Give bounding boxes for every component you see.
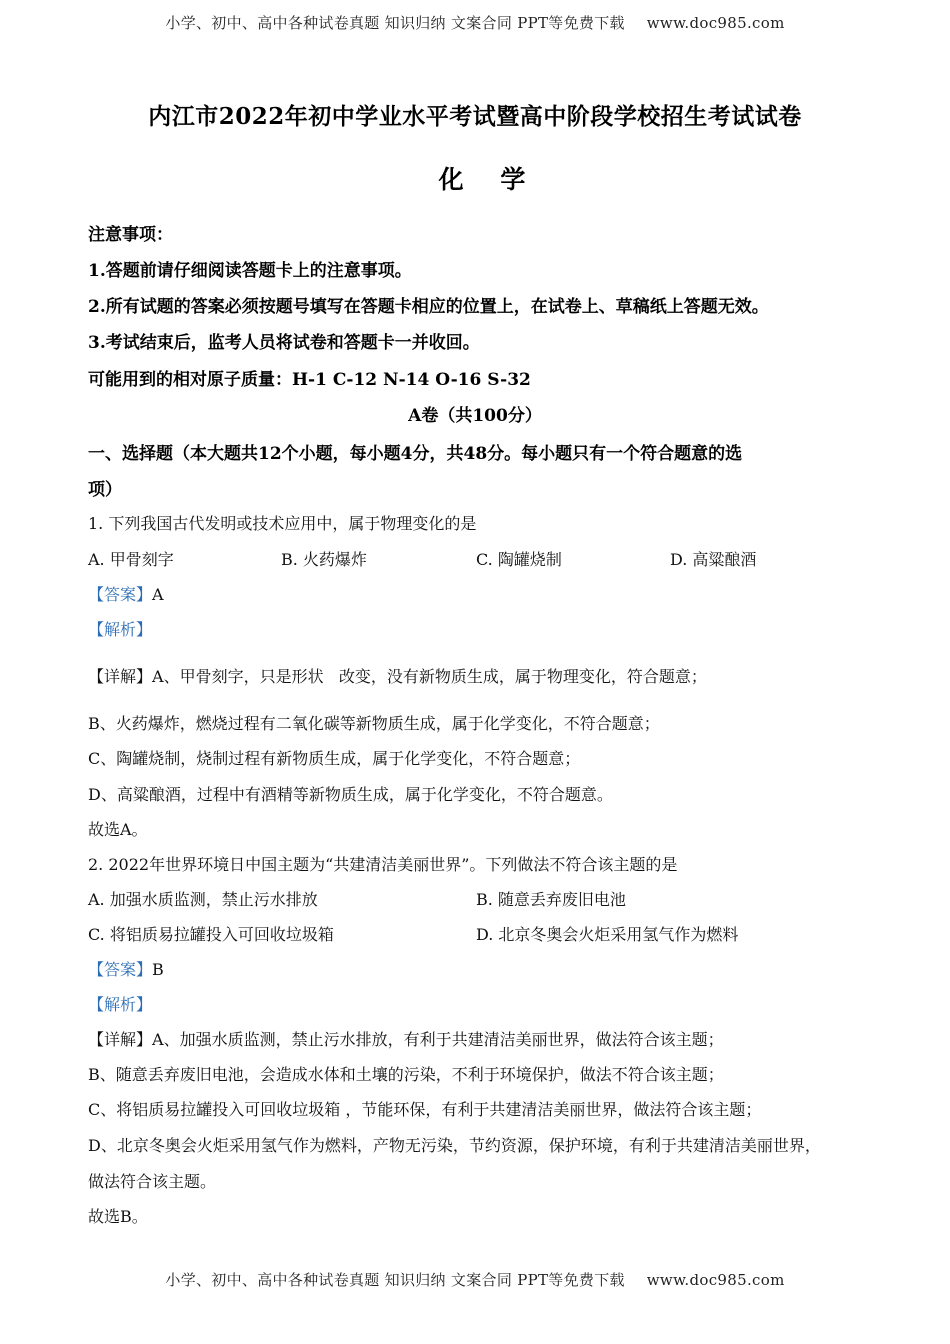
- notice-item-2: 2.所有试题的答案必须按题号填写在答题卡相应的位置上，在试卷上、草稿纸上答题无效。: [88, 297, 769, 317]
- q2-detail-d: D、北京冬奥会火炬采用氢气作为燃料，产物无污染，节约资源，保护环境，有利于共建清洁美丽世界，: [88, 1136, 821, 1155]
- part1-heading: 一、选择题（本大题共12个小题，每小题4分，共48分。每小题只有一个符合题意的选: [88, 444, 743, 464]
- q2-detail-b: B、随意丢弃废旧电池，会造成水体和土壤的污染，不利于环境保护，做法不符合该主题；: [88, 1065, 724, 1084]
- part1-heading-cont: 项）: [88, 480, 122, 500]
- q1-option-c: C. 陶罐烧制: [476, 550, 562, 569]
- q1-option-b: B. 火药爆炸: [281, 550, 367, 569]
- q1-stem: 1. 下列我国古代发明或技术应用中，属于物理变化的是: [88, 514, 477, 533]
- q2-answer-line: [88, 957, 164, 980]
- q2-option-a: A. 加强水质监测，禁止污水排放: [88, 890, 318, 909]
- q1-detail-d: D、高粱酿酒，过程中有酒精等新物质生成，属于化学变化，不符合题意。: [88, 785, 613, 804]
- subject-title: 化 学: [438, 165, 540, 194]
- footer-site-link[interactable]: www.doc985.com: [646, 1271, 785, 1289]
- q1-detail-a: A、甲骨刻字，只是形状 改变，没有新物质生成，属于物理变化，符合题意；: [152, 667, 707, 686]
- page-footer: [0, 1269, 950, 1290]
- q1-detail-tag: 【详解】: [88, 667, 153, 686]
- q1-conclusion: 故选A。: [88, 820, 148, 839]
- q2-detail-tag: 【详解】: [88, 1030, 153, 1049]
- q2-option-b: B. 随意丢弃废旧电池: [476, 890, 626, 909]
- q2-conclusion: 故选B。: [88, 1207, 148, 1226]
- q2-stem: 2. 2022年世界环境日中国主题为“共建清洁美丽世界”。下列做法不符合该主题的是: [88, 855, 678, 874]
- q1-answer-line: [88, 582, 164, 605]
- notice-item-1: 1.答题前请仔细阅读答题卡上的注意事项。: [88, 261, 412, 281]
- q2-option-c: C. 将铝质易拉罐投入可回收垃圾箱: [88, 925, 334, 944]
- q2-detail-line: [88, 1027, 724, 1050]
- header-site-link[interactable]: www.doc985.com: [646, 14, 785, 32]
- footer-text: 小学、初中、高中各种试卷真题 知识归纳 文案合同 PPT等免费下载: [165, 1271, 625, 1289]
- q1-detail-b: B、火药爆炸，燃烧过程有二氧化碳等新物质生成，属于化学变化，不符合题意；: [88, 714, 660, 733]
- q1-detail-line: [88, 664, 707, 687]
- q2-answer: B: [152, 960, 164, 979]
- q1-option-d: D. 高粱酿酒: [670, 550, 757, 569]
- section-a-heading: A卷（共100分）: [408, 406, 542, 426]
- q2-answer-tag: 【答案】: [88, 960, 153, 979]
- q1-option-a: A. 甲骨刻字: [88, 550, 174, 569]
- q2-detail-c: C、将铝质易拉罐投入可回收垃圾箱 ，节能环保，有利于共建清洁美丽世界，做法符合该主题；: [88, 1100, 762, 1119]
- q1-answer-tag: 【答案】: [88, 585, 153, 604]
- q2-option-d: D. 北京冬奥会火炬采用氢气作为燃料: [476, 925, 739, 944]
- q1-analysis-tag: 【解析】: [88, 620, 153, 639]
- atomic-mass-line: 可能用到的相对原子质量：H-1 C-12 N-14 O-16 S-32: [88, 370, 531, 390]
- q2-analysis-tag: 【解析】: [88, 995, 153, 1014]
- q2-detail-d-cont: 做法符合该主题。: [88, 1172, 217, 1191]
- page-header: [0, 12, 950, 33]
- notice-heading: 注意事项：: [88, 225, 173, 245]
- q1-detail-c: C、陶罐烧制，烧制过程有新物质生成，属于化学变化，不符合题意；: [88, 749, 581, 768]
- notice-item-3: 3.考试结束后，监考人员将试卷和答题卡一并收回。: [88, 333, 480, 353]
- header-text: 小学、初中、高中各种试卷真题 知识归纳 文案合同 PPT等免费下载: [165, 14, 625, 32]
- exam-title: 内江市2022年初中学业水平考试暨高中阶段学校招生考试试卷: [148, 103, 802, 130]
- q2-detail-a: A、加强水质监测，禁止污水排放，有利于共建清洁美丽世界，做法符合该主题；: [152, 1030, 724, 1049]
- q1-answer: A: [152, 585, 164, 604]
